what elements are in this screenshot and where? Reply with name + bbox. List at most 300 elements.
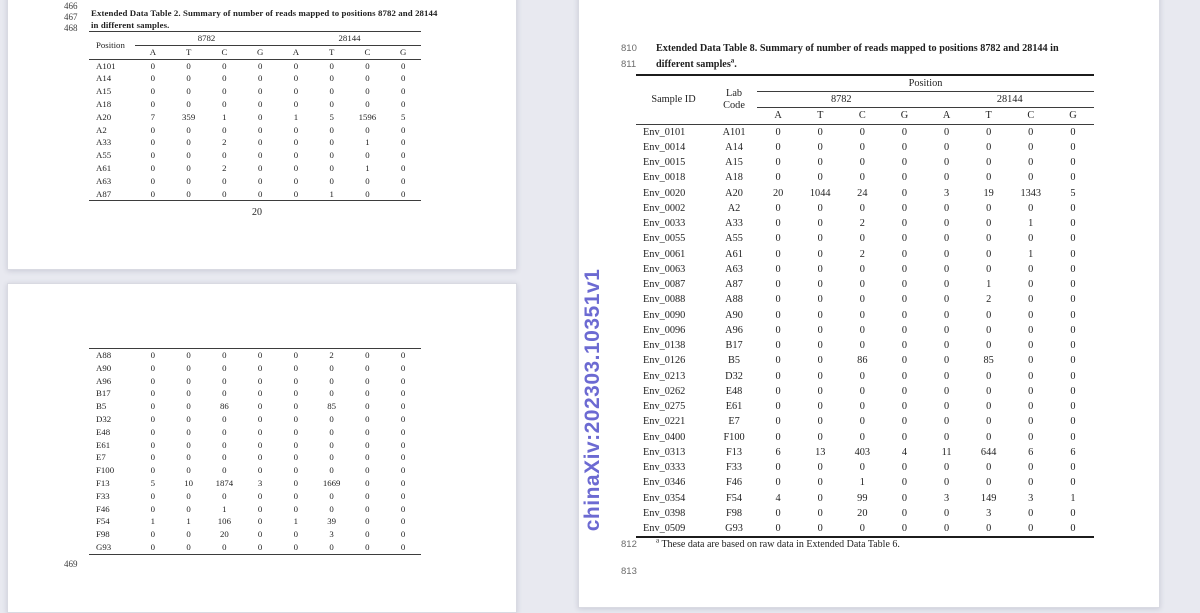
table-row (89, 98, 421, 111)
table-cell: 0 (986, 370, 992, 382)
table-cell: 19 (983, 187, 994, 199)
group-header-28144: 28144 (925, 92, 1094, 108)
table-row (89, 362, 421, 375)
table-cell: 0 (986, 416, 992, 428)
table-cell: 20 (219, 529, 229, 540)
table-cell: 0 (186, 188, 191, 199)
sample-id-cell: Env_0354 (643, 492, 686, 504)
table-8-title-line-2 (656, 57, 737, 73)
table-cell: 0 (1070, 141, 1076, 153)
table-row (89, 528, 421, 541)
table-cell: 0 (400, 490, 406, 501)
table-cell: 0 (901, 324, 907, 336)
table-cell: 0 (943, 309, 950, 321)
sample-id-cell: Env_0275 (643, 401, 686, 413)
table-cell: 0 (222, 426, 227, 437)
row-label: A55 (96, 150, 112, 161)
column-header-g: G (242, 45, 278, 59)
table-cell: 0 (901, 401, 907, 413)
table-2-title-line-2: in different samples. (91, 20, 170, 30)
table-row (636, 231, 1094, 246)
table-cell: 0 (400, 60, 406, 71)
table-cell: 0 (329, 375, 334, 386)
table-cell: 0 (293, 413, 299, 424)
table-cell: 0 (859, 157, 865, 169)
table-cell: 0 (400, 98, 406, 109)
table-cell: 0 (775, 279, 781, 291)
table-cell: 0 (329, 541, 334, 552)
lab-code-cell: D32 (725, 370, 743, 382)
column-header-t: T (314, 45, 350, 59)
table-cell: 0 (1028, 141, 1034, 153)
table-cell: 0 (901, 340, 907, 352)
table-cell: 0 (365, 124, 370, 135)
group-header-28144: 28144 (278, 32, 421, 46)
table-cell: 0 (222, 188, 227, 199)
table-cell: 0 (257, 111, 263, 122)
table-cell: 0 (986, 385, 992, 397)
column-header-a: A (925, 108, 967, 124)
table-cell: 0 (365, 465, 370, 476)
sample-id-cell: Env_0346 (643, 477, 686, 489)
table-cell: 0 (1028, 431, 1034, 443)
table-cell: 0 (859, 233, 865, 245)
table-row (636, 491, 1094, 506)
table-cell: 0 (1028, 309, 1034, 321)
table-cell: 0 (365, 150, 370, 161)
table-cell: 0 (186, 124, 191, 135)
sample-id-cell: Env_0014 (643, 141, 686, 153)
row-label: F100 (96, 465, 115, 476)
table-cell: 0 (1028, 233, 1034, 245)
table-cell: 0 (150, 362, 156, 373)
table-cell: 0 (1070, 431, 1076, 443)
table-cell: 0 (901, 477, 907, 489)
line-number: 810 (621, 43, 637, 54)
table-cell: 0 (257, 86, 263, 97)
table-cell: 0 (817, 340, 823, 352)
table-cell: 0 (257, 137, 263, 148)
table-cell: 6 (1070, 446, 1076, 458)
table-cell: 0 (1070, 309, 1076, 321)
table-cell: 0 (293, 503, 299, 514)
row-label: E61 (96, 439, 111, 450)
lab-code-cell: A20 (725, 187, 743, 199)
table-cell: 0 (943, 141, 950, 153)
row-label: F98 (96, 529, 110, 540)
table-cell: 0 (1070, 370, 1076, 382)
table-cell: 0 (257, 465, 263, 476)
table-cell: 1 (329, 188, 334, 199)
group-header-position: Position (757, 75, 1094, 92)
table-cell: 0 (1028, 507, 1034, 519)
table-cell: 0 (186, 137, 191, 148)
table-cell: 0 (901, 126, 907, 138)
table-cell: 0 (986, 248, 992, 260)
table-cell: 0 (943, 477, 950, 489)
sample-id-cell: Env_0087 (643, 279, 686, 291)
table-cell: 1669 (322, 477, 341, 488)
table-cell: 0 (775, 141, 781, 153)
table-cell: 0 (1070, 385, 1076, 397)
table-cell: 0 (150, 150, 156, 161)
title-period: . (734, 59, 737, 70)
table-cell: 0 (186, 362, 191, 373)
table-row (89, 400, 421, 413)
table-cell: 0 (365, 439, 370, 450)
table-cell: 0 (901, 294, 907, 306)
table-row (89, 136, 421, 149)
table-cell: 0 (859, 401, 865, 413)
table-cell: 0 (817, 507, 823, 519)
table-cell: 0 (986, 233, 992, 245)
table-cell: 0 (775, 370, 781, 382)
table-cell: 0 (365, 175, 370, 186)
table-cell: 0 (365, 375, 370, 386)
table-cell: 0 (150, 503, 156, 514)
table-cell: 0 (943, 172, 950, 184)
table-row (636, 170, 1094, 185)
table-cell: 0 (986, 202, 992, 214)
table-cell: 0 (1070, 279, 1076, 291)
lab-code-cell: A2 (727, 202, 741, 214)
table-row (636, 308, 1094, 323)
table-cell: 0 (257, 529, 263, 540)
table-cell: 0 (222, 86, 227, 97)
lab-code-cell: E7 (728, 416, 740, 428)
table-cell: 0 (817, 202, 823, 214)
column-header-a: A (278, 45, 314, 59)
sample-id-cell: Env_0138 (643, 340, 686, 352)
table-row (89, 439, 421, 452)
table-cell: 0 (817, 309, 823, 321)
line-number: 469 (64, 559, 78, 569)
table-cell: 0 (150, 401, 156, 412)
table-cell: 0 (293, 439, 299, 450)
table-cell: 0 (329, 73, 334, 84)
table-cell: 0 (186, 388, 191, 399)
table-cell: 2 (859, 248, 865, 260)
lab-code-cell: A63 (725, 263, 743, 275)
line-number: 812 (621, 539, 637, 550)
row-label: A96 (96, 375, 112, 386)
table-cell: 0 (186, 426, 191, 437)
table-cell: 0 (150, 73, 156, 84)
sample-id-cell: Env_0096 (643, 324, 686, 336)
table-row (636, 277, 1094, 292)
table-cell: 0 (986, 401, 992, 413)
table-cell: 0 (943, 279, 950, 291)
table-cell: 0 (775, 324, 781, 336)
sample-id-cell: Env_0088 (643, 294, 686, 306)
table-cell: 0 (901, 202, 907, 214)
table-cell: 0 (859, 340, 865, 352)
table-cell: 0 (817, 523, 823, 535)
table-cell: 0 (1070, 294, 1076, 306)
row-label: F33 (96, 490, 110, 501)
row-label: A61 (96, 162, 112, 173)
table-cell: 0 (329, 452, 334, 463)
table-cell: 0 (1028, 340, 1034, 352)
table-row (636, 475, 1094, 490)
table-cell: 0 (257, 541, 263, 552)
table-cell: 5 (329, 111, 334, 122)
table-cell: 0 (329, 388, 334, 399)
table-row (636, 216, 1094, 231)
table-cell: 0 (859, 294, 865, 306)
table-cell: 1 (150, 516, 156, 527)
table-cell: 0 (293, 426, 299, 437)
lab-code-cell: F33 (726, 462, 743, 474)
table-cell: 0 (186, 175, 191, 186)
table-cell: 0 (293, 60, 299, 71)
table-cell: 0 (150, 439, 156, 450)
column-header-c: C (350, 45, 386, 59)
table-cell: 0 (257, 162, 263, 173)
table-cell: 0 (257, 401, 263, 412)
table-cell: 86 (219, 401, 229, 412)
table-row (89, 72, 421, 85)
table-cell: 0 (150, 124, 156, 135)
column-header-t: T (968, 108, 1010, 124)
table-row (636, 414, 1094, 429)
table-cell: 0 (329, 98, 334, 109)
table-cell: 0 (859, 141, 865, 153)
table-cell: 0 (901, 309, 907, 321)
table-cell: 0 (400, 162, 406, 173)
table-cell: 0 (817, 218, 823, 230)
table-row (89, 124, 421, 137)
column-header-a: A (135, 45, 171, 59)
table-cell: 0 (1028, 157, 1034, 169)
column-header-t: T (171, 45, 207, 59)
table-cell: 0 (186, 465, 191, 476)
table-cell: 0 (859, 431, 865, 443)
table-row (89, 490, 421, 503)
table-cell: 0 (986, 340, 992, 352)
table-cell: 0 (293, 490, 299, 501)
table-cell: 0 (150, 388, 156, 399)
table-cell: 0 (329, 86, 334, 97)
table-cell: 0 (1070, 126, 1076, 138)
table-cell: 4 (775, 492, 781, 504)
table-cell: 0 (329, 503, 334, 514)
sample-id-cell: Env_0015 (643, 157, 686, 169)
table-cell: 0 (817, 248, 823, 260)
table-header-bases (89, 45, 421, 59)
lab-code-cell: G93 (725, 523, 743, 535)
table-cell: 0 (1028, 279, 1034, 291)
table-cell: 0 (293, 388, 299, 399)
table-row (636, 460, 1094, 475)
chinaxiv-watermark: chinaXiv:202303.10351v1 (581, 268, 604, 532)
table-cell: 0 (1028, 202, 1034, 214)
table-cell: 0 (775, 462, 781, 474)
table-cell: 0 (400, 401, 406, 412)
lab-code-cell: F54 (726, 492, 743, 504)
table-cell: 0 (150, 162, 156, 173)
table-cell: 0 (943, 126, 950, 138)
table-cell: 1 (365, 137, 370, 148)
table-row (89, 162, 421, 175)
table-cell: 1 (859, 477, 865, 489)
table-cell: 0 (365, 401, 370, 412)
table-cell: 0 (859, 202, 865, 214)
table-cell: 0 (329, 362, 334, 373)
lab-code-cell: F13 (726, 446, 743, 458)
sample-id-cell: Env_0101 (643, 126, 686, 138)
table-cell: 0 (1028, 355, 1034, 367)
table-cell: 0 (329, 124, 334, 135)
table-cell: 0 (293, 124, 299, 135)
table-cell: 0 (775, 157, 781, 169)
table-cell: 0 (775, 202, 781, 214)
table-cell: 0 (859, 385, 865, 397)
table-cell: 106 (217, 516, 231, 527)
table-cell: 0 (293, 162, 299, 173)
table-row (636, 201, 1094, 216)
table-row (636, 521, 1094, 537)
table-cell: 0 (222, 452, 227, 463)
table-cell: 0 (186, 490, 191, 501)
table-cell: 13 (815, 446, 826, 458)
table-cell: 0 (775, 218, 781, 230)
table-cell: 0 (150, 137, 156, 148)
table-cell: 0 (400, 124, 406, 135)
table-cell: 1874 (215, 477, 234, 488)
sample-id-cell: Env_0221 (643, 416, 686, 428)
table-cell: 0 (943, 157, 950, 169)
table-cell: 0 (257, 413, 263, 424)
table-cell: 0 (293, 188, 299, 199)
table-cell: 0 (1028, 477, 1034, 489)
table-cell: 0 (1028, 370, 1034, 382)
table-cell: 0 (943, 370, 950, 382)
table-header-groups (89, 32, 421, 46)
table-cell: 0 (400, 516, 406, 527)
table-cell: 0 (365, 490, 370, 501)
table-cell: 1 (1028, 218, 1034, 230)
table-cell: 0 (775, 431, 781, 443)
table-row (89, 59, 421, 72)
table-cell: 0 (859, 462, 865, 474)
table-cell: 0 (150, 86, 156, 97)
table-row (636, 262, 1094, 277)
table-cell: 0 (293, 137, 299, 148)
table-cell: 0 (986, 218, 992, 230)
table-cell: 0 (817, 492, 823, 504)
table-header-position (636, 75, 1094, 92)
footnote-text: These data are based on raw data in Extended Data Table 6. (661, 539, 900, 550)
table-cell: 0 (943, 202, 950, 214)
table-cell: 0 (329, 175, 334, 186)
table-cell: 0 (1070, 401, 1076, 413)
sample-id-cell: Env_0061 (643, 248, 686, 260)
table-row (636, 399, 1094, 414)
table-cell: 0 (365, 86, 370, 97)
table-cell: 0 (293, 98, 299, 109)
table-cell: 0 (222, 124, 227, 135)
table-cell: 0 (901, 523, 907, 535)
table-row (89, 175, 421, 188)
table-cell: 0 (400, 541, 406, 552)
lab-code-cell: A15 (725, 157, 743, 169)
lab-code-cell: B5 (728, 355, 741, 367)
lab-code-cell: A18 (725, 172, 743, 184)
lab-code-cell: A88 (725, 294, 743, 306)
column-header-g: G (1052, 108, 1094, 124)
column-header-c: C (1010, 108, 1052, 124)
table-cell: 0 (257, 60, 263, 71)
table-cell: 0 (257, 150, 263, 161)
table-cell: 0 (293, 452, 299, 463)
table-cell: 0 (986, 263, 992, 275)
table-cell: 0 (859, 172, 865, 184)
table-cell: 0 (150, 188, 156, 199)
table-cell: 1343 (1020, 187, 1042, 199)
table-cell: 0 (293, 150, 299, 161)
table-cell: 0 (943, 248, 950, 260)
table-cell: 0 (365, 426, 370, 437)
table-cell: 7 (150, 111, 156, 122)
table-cell: 0 (1070, 248, 1076, 260)
table-cell: 0 (775, 385, 781, 397)
table-cell: 0 (943, 401, 950, 413)
table-cell: 0 (257, 490, 263, 501)
table-cell: 0 (1070, 202, 1076, 214)
table-cell: 0 (1028, 294, 1034, 306)
table-cell: 359 (182, 111, 196, 122)
table-cell: 0 (186, 86, 191, 97)
table-cell: 0 (817, 126, 823, 138)
table-cell: 0 (986, 157, 992, 169)
table-cell: 0 (257, 124, 263, 135)
table-row (89, 375, 421, 388)
table-cell: 0 (222, 375, 227, 386)
table-cell: 11 (941, 446, 952, 458)
table-cell: 0 (817, 431, 823, 443)
manuscript-page-right (578, 0, 1160, 608)
table-cell: 0 (329, 150, 334, 161)
table-cell: 0 (986, 462, 992, 474)
lab-code-cell: A90 (725, 309, 743, 321)
table-row (636, 140, 1094, 155)
lab-code-cell: F98 (726, 507, 743, 519)
table-cell: 0 (150, 98, 156, 109)
table-cell: 0 (186, 60, 191, 71)
sample-id-cell: Env_0002 (643, 202, 686, 214)
table-cell: 0 (365, 73, 370, 84)
manuscript-page-bottom-left (7, 283, 517, 613)
table-cell: 0 (943, 294, 950, 306)
table-cell: 0 (1070, 507, 1076, 519)
table-cell: 0 (859, 279, 865, 291)
table-cell: 0 (775, 340, 781, 352)
table-cell: 0 (257, 73, 263, 84)
table-cell: 0 (986, 309, 992, 321)
table-cell: 0 (775, 507, 781, 519)
lab-code-cell: B17 (725, 340, 743, 352)
table-cell: 0 (400, 188, 406, 199)
table-cell: 0 (775, 309, 781, 321)
line-number: 813 (621, 566, 637, 577)
table-cell: 0 (150, 490, 156, 501)
lab-code-cell: A14 (725, 141, 743, 153)
table-cell: 0 (943, 324, 950, 336)
table-cell: 0 (901, 157, 907, 169)
table-cell: 0 (150, 452, 156, 463)
table-row (89, 149, 421, 162)
